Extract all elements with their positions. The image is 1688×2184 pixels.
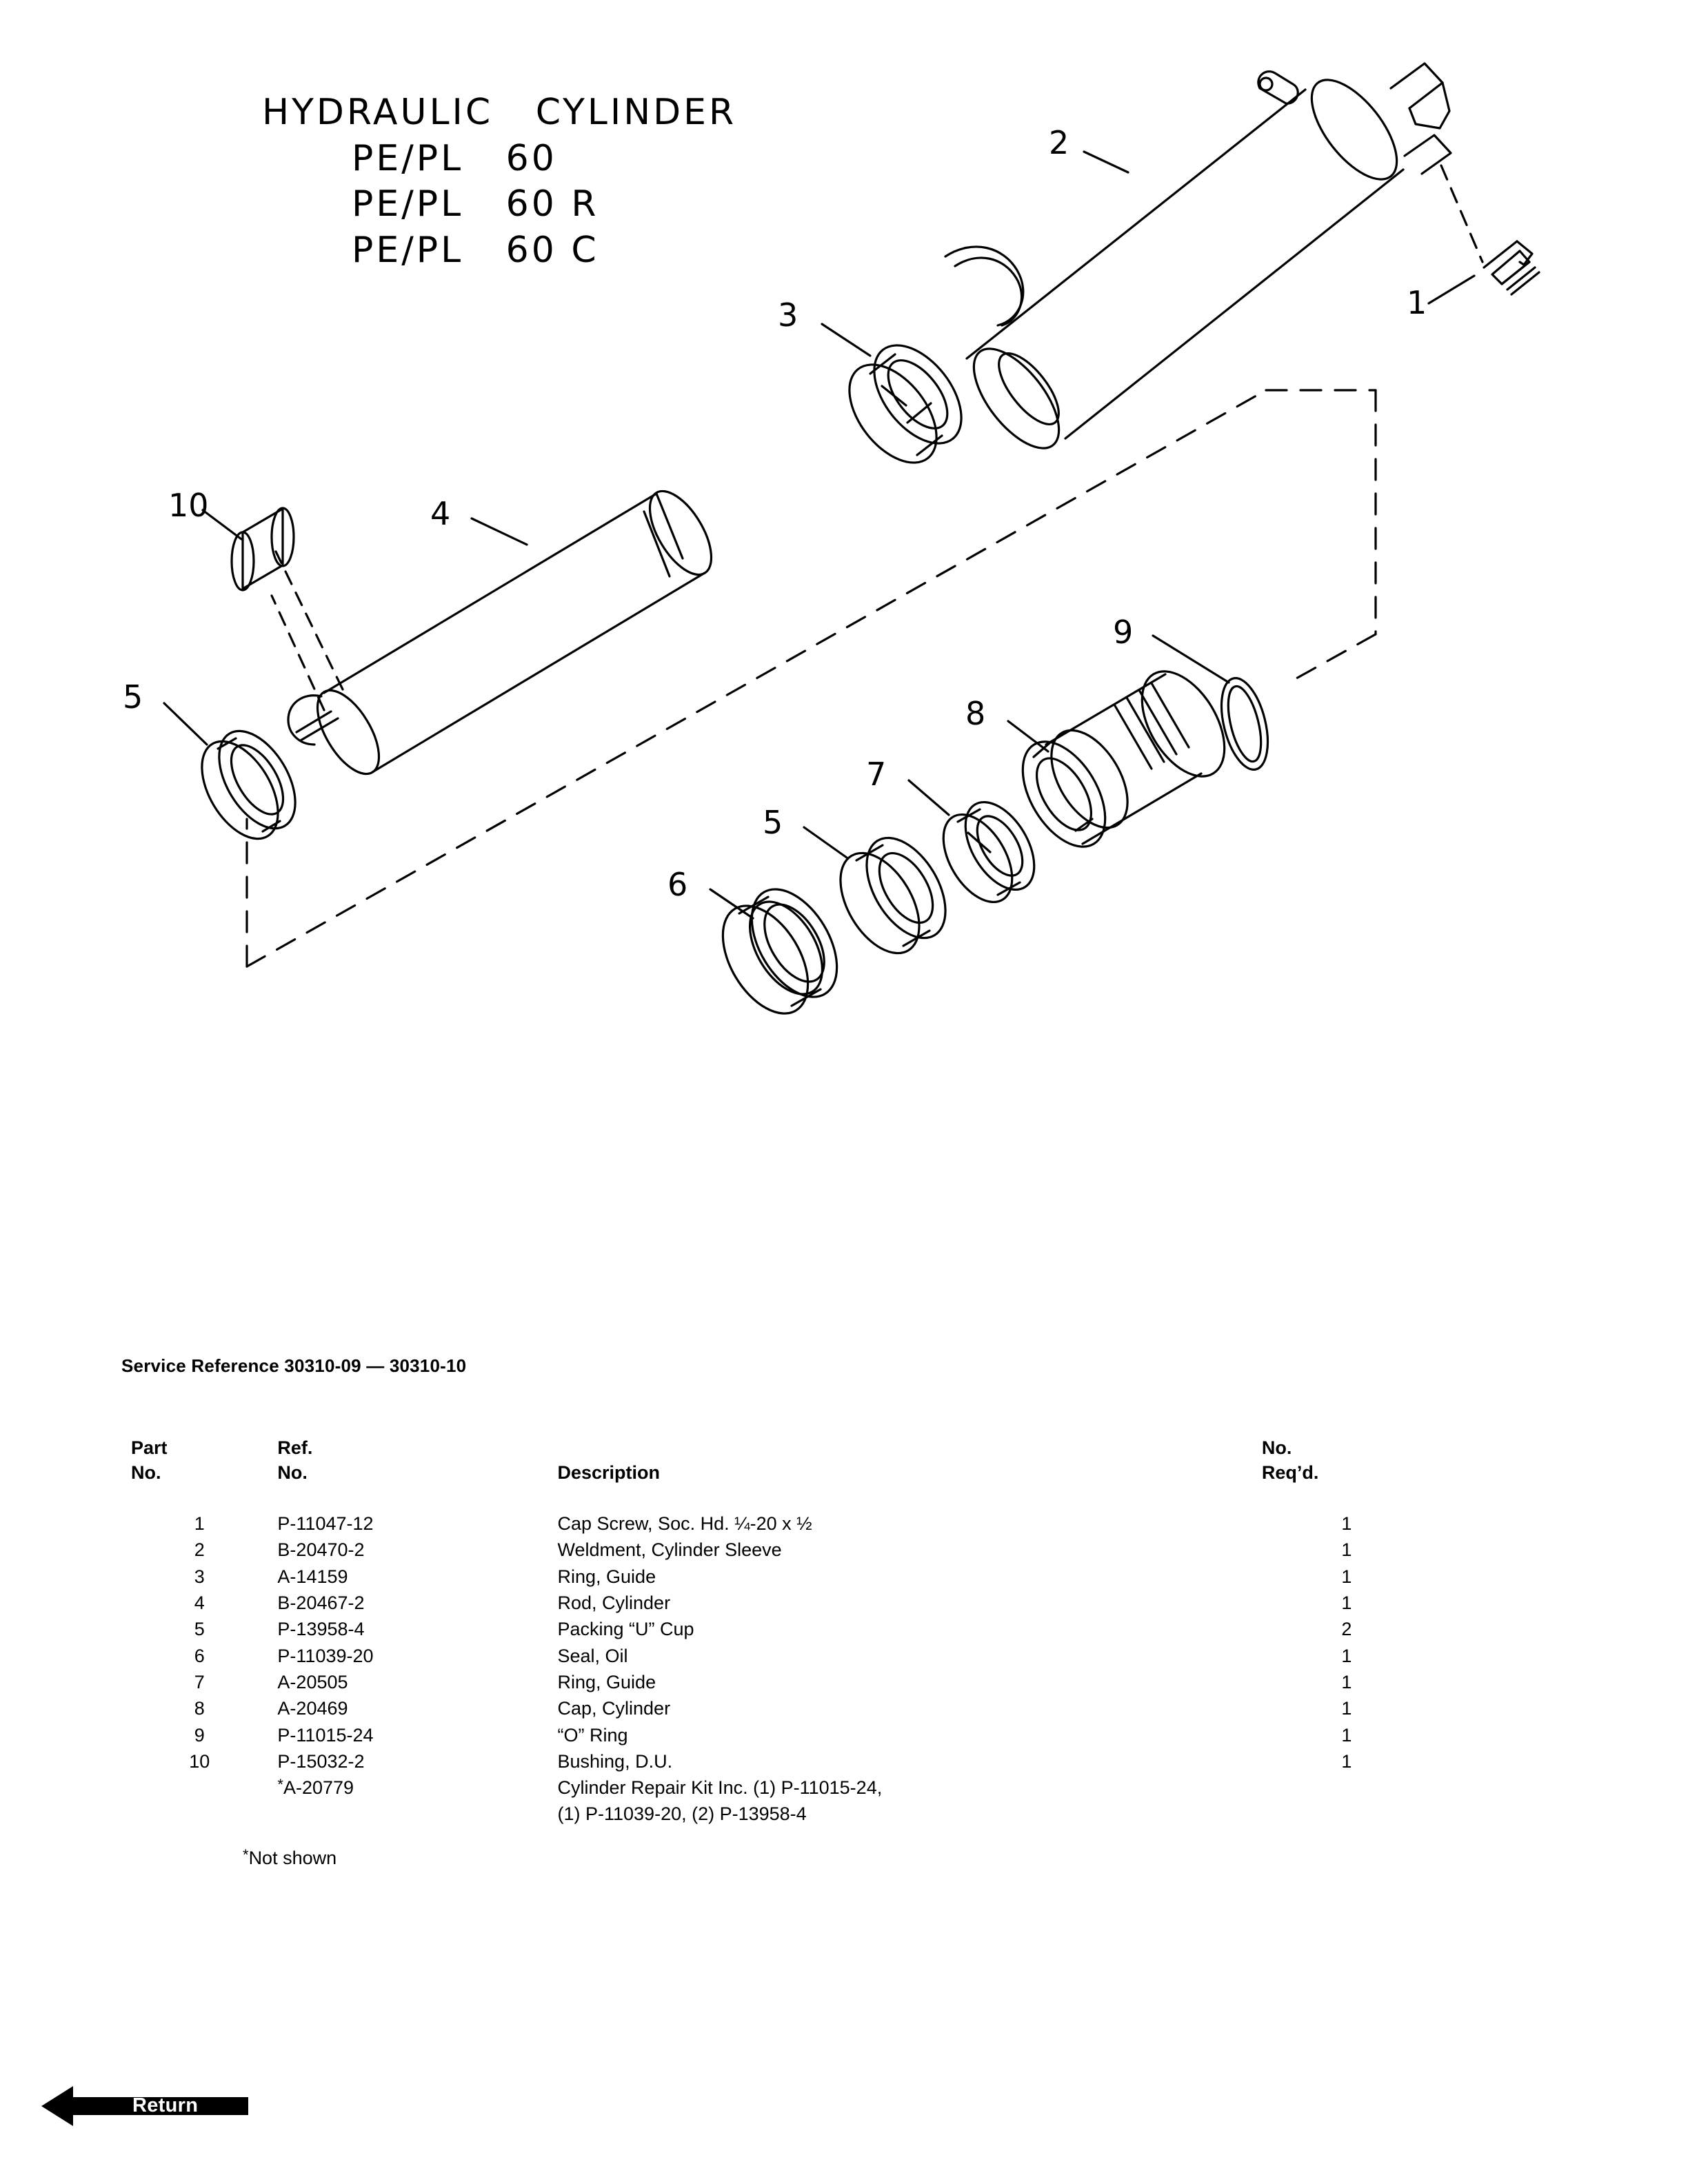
cell-spacer-3 — [1262, 1801, 1431, 1827]
cell-part-no: 7 — [194, 1671, 205, 1692]
cell-qty: 1 — [1341, 1513, 1352, 1534]
part-cylinder-cap — [1006, 657, 1242, 860]
cell-part-no: 1 — [194, 1513, 205, 1534]
cell-ref-no: P-11015-24 — [277, 1724, 374, 1746]
cell-description: Packing “U” Cup — [557, 1619, 694, 1640]
part-cylinder-rod — [272, 481, 723, 784]
cell-ref-no-kit — [277, 1775, 557, 1801]
cell-qty-kit — [1262, 1775, 1431, 1801]
cell-qty: 1 — [1341, 1698, 1352, 1719]
cell-description: Cap, Cylinder — [557, 1698, 671, 1719]
title-line-1: HYDRAULIC CYLINDER — [262, 92, 737, 133]
cell-ref-no: P-11039-20 — [277, 1645, 374, 1666]
header-ref-no-line2: No. — [277, 1462, 308, 1484]
cell-part-no: 3 — [194, 1566, 205, 1587]
part-guide-ring-3 — [832, 330, 979, 478]
cell-spacer-2 — [277, 1801, 557, 1827]
cell-qty: 1 — [1341, 1645, 1352, 1666]
assembly-envelope — [247, 390, 1376, 967]
cell-qty: 2 — [1341, 1619, 1352, 1640]
table-row — [121, 1695, 1431, 1721]
cell-part-no: 2 — [194, 1539, 205, 1561]
callout-3: 3 — [778, 296, 798, 334]
cell-qty: 1 — [1341, 1592, 1352, 1613]
cell-part-no: 8 — [194, 1698, 205, 1719]
table-row-kit — [121, 1775, 1431, 1801]
header-description-line2: Description — [557, 1462, 661, 1484]
cell-ref-no: P-15032-2 — [277, 1750, 365, 1772]
cell-ref-no: A-14159 — [277, 1566, 348, 1587]
cell-description-kit-line1: Cylinder Repair Kit Inc. (1) P-11015-24, — [557, 1777, 883, 1799]
not-shown-marker: * — [277, 1776, 283, 1794]
table-row — [121, 1748, 1431, 1775]
cell-description: Rod, Cylinder — [557, 1592, 671, 1613]
table-header-row-2 — [121, 1460, 1431, 1485]
cell-ref-no: A-20469 — [277, 1698, 348, 1719]
cell-part-no: 6 — [194, 1645, 205, 1666]
table-row — [121, 1643, 1431, 1669]
callout-1: 1 — [1407, 284, 1427, 321]
header-ref-no-line1: Ref. — [277, 1437, 313, 1458]
callout-9: 9 — [1113, 614, 1134, 651]
title-line-3: PE/PL 60 R — [352, 183, 599, 225]
callout-8: 8 — [965, 695, 986, 732]
cell-ref-no: B-20470-2 — [277, 1539, 365, 1561]
cell-part-no: 5 — [194, 1619, 205, 1640]
part-oil-seal — [705, 875, 854, 1029]
cell-part-no: 10 — [189, 1750, 210, 1772]
table-row — [121, 1537, 1431, 1563]
footnote-text: Not shown — [248, 1848, 337, 1868]
table-row — [121, 1669, 1431, 1695]
cell-qty: 1 — [1341, 1671, 1352, 1692]
part-guide-ring-7 — [930, 790, 1049, 913]
cell-description: “O” Ring — [557, 1724, 628, 1746]
cell-qty: 1 — [1341, 1539, 1352, 1561]
cell-qty: 1 — [1341, 1724, 1352, 1746]
table-row — [121, 1590, 1431, 1616]
cell-description: Seal, Oil — [557, 1645, 628, 1666]
cell-ref-no: B-20467-2 — [277, 1592, 365, 1613]
table-header-row-1 — [121, 1435, 1431, 1460]
cell-ref-no: P-13958-4 — [277, 1619, 365, 1640]
callout-5-right: 5 — [763, 804, 783, 841]
cell-qty: 1 — [1341, 1750, 1352, 1772]
table-row — [121, 1616, 1431, 1642]
return-button-label[interactable]: Return — [132, 2094, 199, 2116]
callout-5-left: 5 — [123, 678, 143, 716]
cell-spacer-1 — [121, 1801, 277, 1827]
cell-ref-no: P-11047-12 — [277, 1513, 374, 1534]
table-row-kit-cont — [121, 1801, 1431, 1827]
table-row — [121, 1722, 1431, 1748]
callout-6: 6 — [667, 866, 688, 903]
callout-7: 7 — [866, 756, 887, 793]
cell-qty: 1 — [1341, 1566, 1352, 1587]
callout-2: 2 — [1049, 124, 1069, 161]
callout-4: 4 — [430, 495, 451, 532]
callout-leaders — [164, 152, 1474, 918]
table-header-spacer — [121, 1486, 1431, 1510]
header-part-no-line1: Part — [131, 1437, 168, 1458]
cell-ref-no: A-20505 — [277, 1671, 348, 1692]
part-bushing — [232, 508, 294, 590]
table-row — [121, 1510, 1431, 1537]
part-packing-u-cup-left — [186, 718, 311, 851]
cell-description: Weldment, Cylinder Sleeve — [557, 1539, 782, 1561]
header-req-line2: Req’d. — [1261, 1462, 1319, 1484]
cell-description-kit-line2: (1) P-11039-20, (2) P-13958-4 — [557, 1803, 807, 1825]
cell-part-no: 4 — [194, 1592, 205, 1613]
part-cap-screw — [1441, 165, 1539, 294]
footnote-not-shown — [243, 1848, 336, 1869]
cell-ref-no-kit-value: A-20779 — [283, 1777, 354, 1799]
header-description-line1 — [558, 1435, 1262, 1460]
return-button[interactable] — [41, 2082, 248, 2130]
part-packing-u-cup-right — [824, 825, 961, 967]
table-row — [121, 1564, 1431, 1590]
callout-10: 10 — [168, 487, 209, 524]
service-reference: Service Reference 30310-09 — 30310-10 — [121, 1355, 467, 1376]
header-part-no-line2: No. — [131, 1462, 161, 1484]
cell-description: Ring, Guide — [557, 1566, 656, 1587]
title-line-2: PE/PL 60 — [352, 137, 557, 179]
cell-description: Bushing, D.U. — [557, 1750, 673, 1772]
parts-list-table — [121, 1435, 1431, 1828]
header-req-line1: No. — [1261, 1437, 1292, 1458]
cell-description: Cap Screw, Soc. Hd. ¼-20 x ½ — [557, 1513, 812, 1534]
cell-part-no: 9 — [194, 1724, 205, 1746]
footnote-star-icon: * — [243, 1846, 249, 1863]
cell-description: Ring, Guide — [557, 1671, 656, 1692]
cell-part-no-kit — [121, 1775, 277, 1801]
title-line-4: PE/PL 60 C — [352, 229, 599, 271]
